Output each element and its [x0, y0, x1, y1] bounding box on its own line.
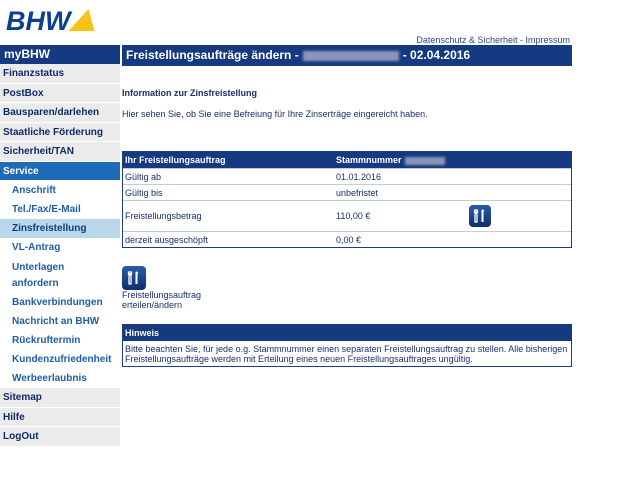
- top-links: [416, 35, 570, 45]
- sidebar-sub-anschrift[interactable]: Anschrift: [0, 181, 120, 200]
- table-row: [123, 168, 571, 184]
- top-links-separator: -: [517, 35, 526, 45]
- sidebar-sub-zufriedenheit[interactable]: Kundenzufriedenheit: [0, 350, 120, 369]
- table-header-order: Ihr Freistellungsauftrag: [125, 155, 226, 165]
- hint-text: Bitte beachten Sie, für jede o.g. Stammnummer einen separaten Freistellungsauftrag zu stellen. Alle bisherigen Freistellungsaufträge werden mit Erteilung eines neuen Freistellungsauftrages ungültig.: [125, 344, 568, 364]
- sidebar-item-sitemap[interactable]: Sitemap: [0, 388, 120, 408]
- sidebar-sub-vl-antrag[interactable]: VL-Antrag: [0, 238, 120, 257]
- sidebar-sub-nachricht[interactable]: Nachricht an BHW: [0, 312, 120, 331]
- sidebar-item-logout[interactable]: LogOut: [0, 427, 120, 447]
- table-row: [123, 184, 571, 200]
- logo-text: BHW: [6, 5, 71, 36]
- bhw-logo[interactable]: [6, 6, 98, 36]
- row-label: Gültig bis: [125, 187, 163, 198]
- exemption-order-label[interactable]: Freistellungsauftrag erteilen/ändern: [122, 290, 202, 310]
- row-value: unbefristet: [336, 187, 379, 198]
- table-row: [123, 231, 571, 247]
- sidebar-item-postbox[interactable]: PostBox: [0, 84, 120, 104]
- exemption-order-button[interactable]: [122, 266, 146, 290]
- page-title-prefix: Freistellungsaufträge ändern -: [126, 48, 299, 62]
- sidebar-sub-zinsfreistellung[interactable]: Zinsfreistellung: [0, 219, 120, 238]
- row-value: 01.01.2016: [336, 171, 382, 182]
- logo-mark-icon: [69, 9, 102, 31]
- info-heading: Information zur Zinsfreistellung: [122, 88, 258, 98]
- sidebar-item-finanzstatus[interactable]: Finanzstatus: [0, 64, 120, 84]
- table-header-stammnummer: [336, 155, 469, 165]
- sidebar-item-hilfe[interactable]: Hilfe: [0, 408, 120, 428]
- sidebar-sub-bankverbindungen[interactable]: Bankverbindungen: [0, 293, 120, 312]
- table-header-stammnummer-label: Stammnummer: [336, 155, 402, 165]
- row-label: Freistellungsbetrag: [125, 211, 202, 221]
- sidebar-item-bausparen[interactable]: Bausparen/darlehen: [0, 103, 120, 123]
- sidebar-item-foerderung[interactable]: Staatliche Förderung: [0, 123, 120, 143]
- row-value: 110,00 €: [336, 211, 371, 221]
- sidebar-sub-kontakt[interactable]: Tel./Fax/E-Mail: [0, 200, 120, 219]
- imprint-link[interactable]: Impressum: [525, 35, 570, 45]
- table-row: [123, 200, 571, 231]
- sidebar-item-sicherheit[interactable]: Sicherheit/TAN: [0, 142, 120, 162]
- sidebar-sub-werbeerlaubnis[interactable]: Werbeerlaubnis: [0, 369, 120, 388]
- main-content: [122, 45, 572, 364]
- hint-heading: Hinweis: [123, 325, 571, 341]
- info-text: Hier sehen Sie, ob Sie eine Befreiung für Ihre Zinserträge eingereicht haben.: [122, 109, 428, 119]
- row-value: 0,00 €: [336, 234, 362, 245]
- row-label: derzeit ausgeschöpft: [125, 234, 209, 245]
- sidebar-item-service[interactable]: Service: [0, 162, 120, 182]
- page-title: [122, 45, 572, 66]
- sidebar: [0, 45, 120, 447]
- privacy-link[interactable]: Datenschutz & Sicherheit: [416, 35, 518, 45]
- row-label: Gültig ab: [125, 171, 162, 182]
- exemption-table: [122, 151, 572, 248]
- hint-box: [122, 324, 572, 367]
- sidebar-sub-rueckruf[interactable]: Rückruftermin: [0, 331, 120, 350]
- sidebar-sub-unterlagen[interactable]: Unterlagen anfordern: [0, 257, 120, 293]
- tools-icon: [472, 208, 488, 224]
- tools-icon: [126, 270, 142, 286]
- page-title-suffix: - 02.04.2016: [402, 48, 471, 62]
- sidebar-title[interactable]: myBHW: [0, 45, 120, 64]
- exemption-order-action[interactable]: [122, 266, 146, 290]
- redacted-stammnummer: [405, 157, 445, 165]
- edit-amount-button[interactable]: [469, 205, 491, 227]
- table-header: [123, 152, 571, 168]
- redacted-account-number: [303, 51, 399, 61]
